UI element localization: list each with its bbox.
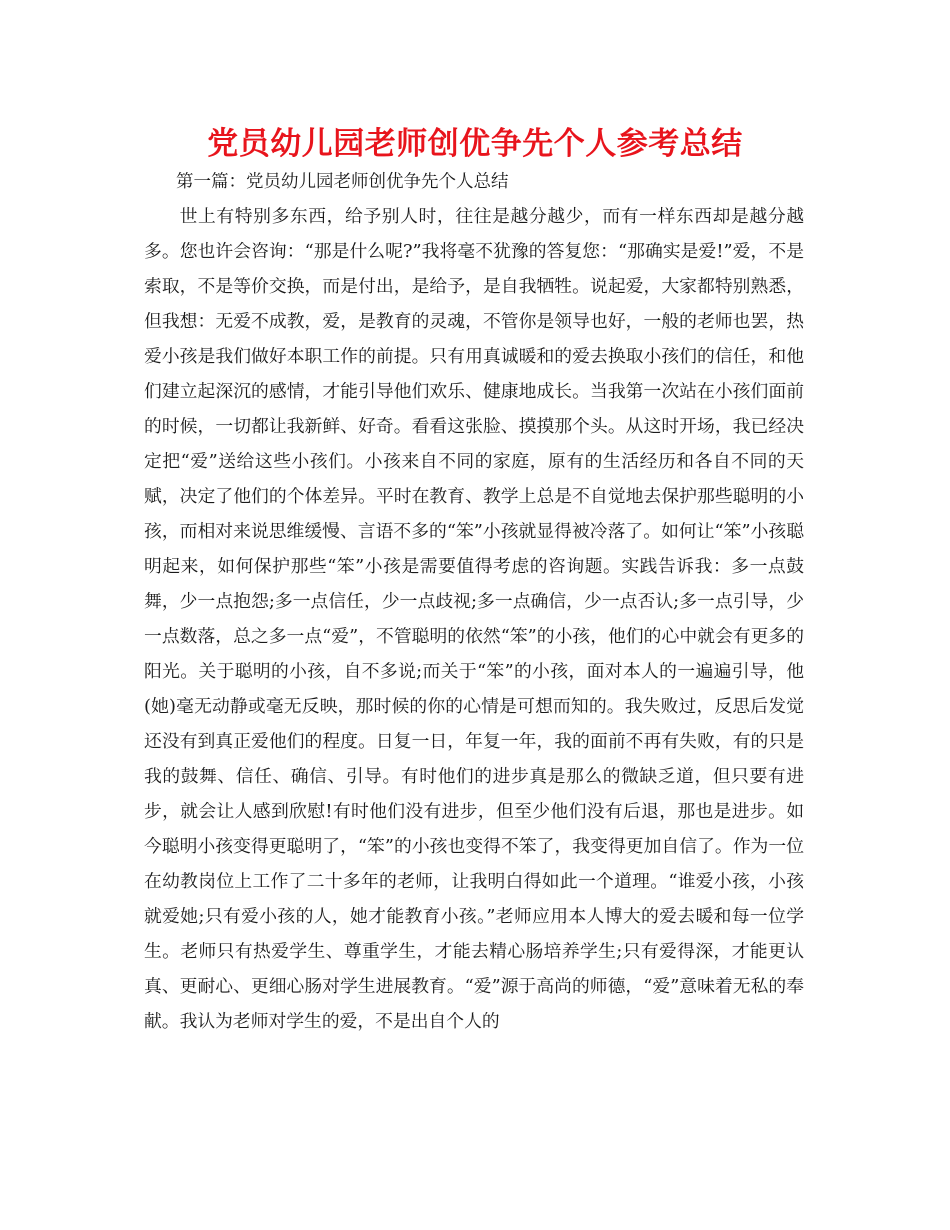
- section-heading: 第一篇：党员幼儿园老师创优争先个人总结: [176, 172, 509, 192]
- body-paragraph: 世上有特别多东西，给予别人时，往往是越分越少，而有一样东西却是越分越多。您也许会咨询：“那是什么呢?”我将毫不犹豫的答复您：“那确实是爱!”爱，不是索取，不是等价交换，而是付出，是给予，是自我牺牲。说起爱，大家都特别熟悉，但我想：无爱不成教，爱，是教育的灵魂，不管你是领导也好，一般的老师也罢，热爱小孩是我们做好本职工作的前提。只有用真诚暖和的爱去换取小孩们的信任，和他们建立起深沉的感情，才能引导他们欢乐、健康地成长。当我第一次站在小孩们面前的时候，一切都让我新鲜、好奇。看看这张脸、摸摸那个头。从这时开场，我已经决定把“爱”送给这些小孩们。小孩来自不同的家庭，原有的生活经历和各自不同的天赋，决定了他们的个体差异。平时在教育、教学上总是不自觉地去保护那些聪明的小孩，而相对来说思维缓慢、言语不多的“笨”小孩就显得被冷落了。如何让“笨”小孩聪明起来，如何保护那些“笨”小孩是需要值得考虑的咨询题。实践告诉我：多一点鼓舞，少一点抱怨;多一点信任，少一点歧视;多一点确信，少一点否认;多一点引导，少一点数落，总之多一点“爱”，不管聪明的依然“笨”的小孩，他们的心中就会有更多的阳光。关于聪明的小孩，自不多说;而关于“笨”的小孩，面对本人的一遍遍引导，他(她)毫无动静或毫无反映，那时候的你的心情是可想而知的。我失败过，反思后发觉还没有到真正爱他们的程度。日复一日，年复一年，我的面前不再有失败，有的只是我的鼓舞、信任、确信、引导。有时他们的进步真是那么的微缺乏道，但只要有进步，就会让人感到欣慰!有时他们没有进步，但至少他们没有后退，那也是进步。如今聪明小孩变得更聪明了，“笨”的小孩也变得不笨了，我变得更加自信了。作为一位在幼教岗位上工作了二十多年的老师，让我明白得如此一个道理。“谁爱小孩，小孩就爱她;只有爱小孩的人，她才能教育小孩。”老师应用本人博大的爱去暖和每一位学生。老师只有热爱学生、尊重学生，才能去精心肠培养学生;只有爱得深，才能更认真、更耐心、更细心肠对学生进展教育。“爱”源于高尚的师德，“爱”意味着无私的奉献。我认为老师对学生的爱，不是出自个人的: [144, 206, 804, 1032]
- document-title: 党员幼儿园老师创优争先个人参考总结: [207, 126, 743, 162]
